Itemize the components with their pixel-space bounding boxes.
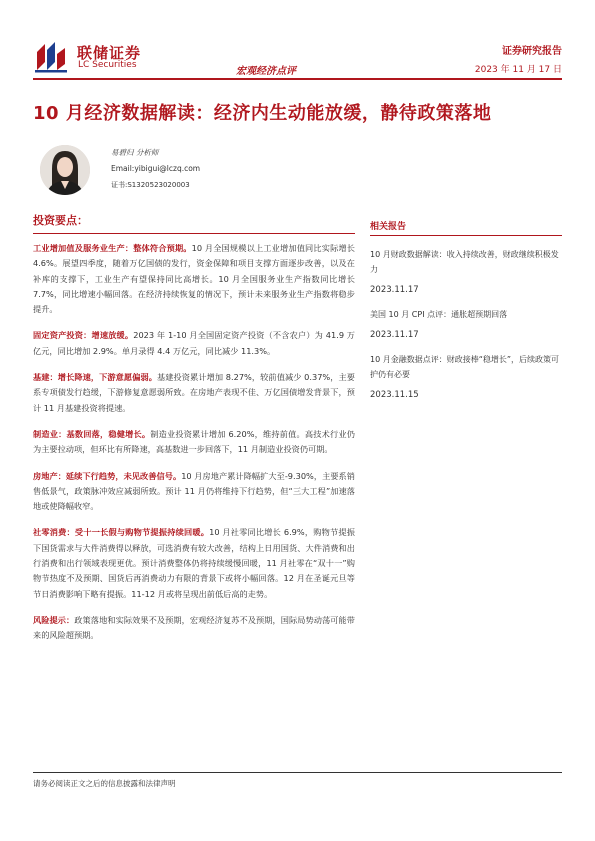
page-title: 10 月经济数据解读：经济内生动能放缓，静待政策落地 (33, 103, 492, 124)
paragraph-lead: 风险提示： (33, 614, 75, 625)
analyst-email[interactable]: Email:yibigui@lczq.com (111, 164, 201, 173)
paragraph-body: 基建投资累计增加 8.27%，较前值减少 0.37%，主要系专项债发行趋缓，下游修复意愿弱所致。在房地产表现不佳、万亿国债增发背景下，预计 11 月基建投资将提速。 (33, 372, 355, 413)
logo-mark-icon (33, 40, 69, 74)
paragraph-lead: 基建：增长降速，下游意愿偏弱。 (33, 372, 157, 383)
logo-cn-text: 联储证券 (77, 44, 142, 62)
report-header (0, 0, 595, 82)
related-report-item[interactable] (370, 352, 562, 400)
legal-footer[interactable]: 请务必阅读正文之后的信息披露和法律声明 (33, 779, 176, 788)
paragraph-body: 制造业投资累计增加 6.20%，维持前值。高技术行业仍为主要拉动项，但环比有所降速，高基数进一步回落下，11 月制造业投资仍可期。 (33, 428, 355, 455)
analyst-photo-icon (40, 145, 90, 195)
related-report-date: 2023.11.17 (370, 330, 419, 340)
related-report-item[interactable] (370, 307, 562, 340)
related-report-title[interactable]: 美国 10 月 CPI 点评：通胀超预期回落 (370, 310, 508, 319)
paragraph-body: 政策落地和实际效果不及预期，宏观经济复苏不及预期，国际局势动荡可能带来的风险超预期。 (33, 614, 355, 641)
paragraph-body: 10 月社零同比增长 6.9%，购物节提振下国货需求与大件消费得以释放，可选消费有较大改善，结构上日用国货、大件消费和出行消费和出行领域表现更优。预计消费整体仍将持续缓慢回暖，11 月社零在“双十一”购物节热度不及预期、国货后再消费动力有限的背景下或将小幅回落。12 月在圣诞元旦等节日消费影响下略有提振。11-12 月或将呈现出前低后高的走势。 (33, 527, 355, 599)
key-points-divider (33, 233, 355, 234)
paragraph-body: 10 月房地产累计降幅扩大至-9.30%，主要系销售低景气，政策脉冲效应减弱所致。预计 11 月仍将维持下行趋势，但“三大工程”加速落地或使降幅收窄。 (33, 470, 355, 512)
key-points-section (33, 212, 355, 655)
paragraph-lead: 房地产：延续下行趋势，未见改善信号。 (33, 470, 182, 481)
paragraph-lead: 固定资产投资：增速放缓。 (33, 330, 134, 341)
related-reports-sidebar (370, 219, 562, 412)
paragraph-lead: 工业增加值及服务业生产：整体符合预期。 (33, 243, 192, 253)
related-report-title[interactable]: 10 月金融数据点评：财政接棒“稳增长”，后续政策可护仍有必要 (370, 355, 560, 379)
report-type: 证券研究报告 (502, 46, 562, 57)
paragraph-fixed-asset (33, 328, 355, 359)
related-reports-heading: 相关报告 (370, 222, 407, 232)
related-reports-divider (370, 235, 562, 236)
paragraph-body: 2023 年 1-10 月全国固定资产投资（不含农户）为 41.9 万亿元，同比增加 2.9%。单月录得 4.4 万亿元，同比减少 11.3%。 (33, 330, 355, 356)
footer-divider (33, 772, 562, 773)
paragraph-body: 10 月全国规模以上工业增加值同比实际增长 4.6%。展望四季度，随着万亿国债的发行，资金保障和项目支撑方面逐步改善，以及在补库的支撑下，工业生产有望保持同比高增长。10 月全国服务业生产指数同比增长 7.7%，同比增速小幅回落。在经济持续恢复的情况下，预计未来服务业生产指数将稳步提升。 (33, 243, 355, 315)
key-points-heading: 投资要点： (33, 214, 88, 227)
paragraph-real-estate (33, 469, 355, 515)
paragraph-lead: 制造业：基数回落，稳健增长。 (33, 428, 151, 439)
related-report-title[interactable]: 10 月财政数据解读：收入持续改善，财政继续积极发力 (370, 250, 559, 274)
analyst-avatar (40, 145, 90, 195)
logo-en-text: LC Securities (78, 60, 137, 70)
paragraph-manufacturing (33, 427, 355, 458)
company-logo (33, 40, 163, 76)
paragraph-industry (33, 241, 355, 317)
report-date: 2023 年 11 月 17 日 (474, 65, 562, 75)
paragraph-infrastructure (33, 370, 355, 416)
related-report-date: 2023.11.15 (370, 390, 419, 400)
analyst-name: 易碧归 分析师 (111, 148, 159, 157)
related-report-item[interactable] (370, 247, 562, 295)
paragraph-lead: 社零消费：受十一长假与购物节提振持续回暖。 (33, 527, 210, 538)
paragraph-risk (33, 613, 355, 644)
header-divider (33, 78, 562, 80)
analyst-certificate: 证书:S1320523020003 (111, 181, 190, 189)
paragraph-retail (33, 525, 355, 601)
series-tag: 宏观经济点评 (236, 66, 296, 77)
related-report-date: 2023.11.17 (370, 285, 419, 295)
